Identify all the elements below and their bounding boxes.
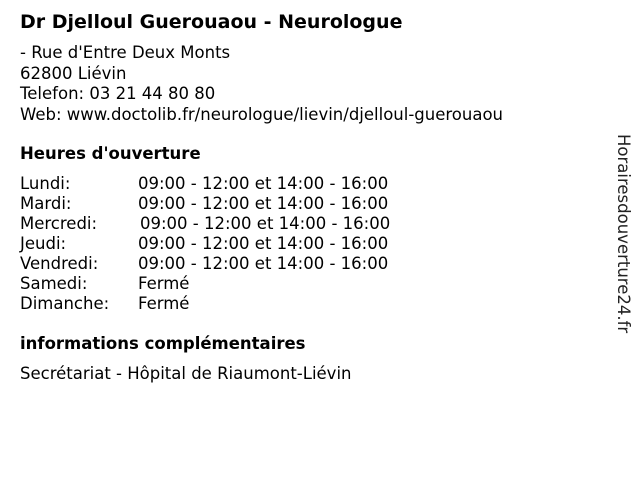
street-address: - Rue d'Entre Deux Monts <box>20 43 231 62</box>
day-label: Mercredi: <box>20 214 98 233</box>
hours-row-monday <box>20 174 480 194</box>
time-range: 09:00 - 12:00 et 14:00 - 16:00 <box>140 214 391 233</box>
additional-info-heading: informations complémentaires <box>20 334 306 353</box>
hours-row-thursday <box>20 234 480 254</box>
day-label: Dimanche: <box>20 294 110 313</box>
website-address: Web: www.doctolib.fr/neurologue/lievin/djelloul-guerouaou <box>20 104 504 124</box>
site-watermark <box>612 134 634 346</box>
hours-row-tuesday <box>20 194 480 214</box>
watermark-text: Horairesdouverture24.fr <box>614 134 633 334</box>
time-range: 09:00 - 12:00 et 14:00 - 16:00 <box>138 234 389 253</box>
time-range: 09:00 - 12:00 et 14:00 - 16:00 <box>138 194 389 213</box>
time-range: 09:00 - 12:00 et 14:00 - 16:00 <box>138 254 389 273</box>
city-postcode: 62800 Liévin <box>20 63 127 83</box>
opening-hours-heading: Heures d'ouverture <box>20 144 201 163</box>
hours-row-saturday <box>20 274 480 294</box>
time-range: Fermé <box>138 294 190 313</box>
time-range: 09:00 - 12:00 et 14:00 - 16:00 <box>138 174 389 193</box>
page-title: Dr Djelloul Guerouaou - Neurologue <box>20 11 403 33</box>
day-label: Vendredi: <box>20 254 99 273</box>
opening-hours-table <box>20 174 480 314</box>
day-label: Samedi: <box>20 274 88 293</box>
day-label: Lundi: <box>20 174 71 193</box>
hours-row-sunday <box>20 294 480 314</box>
phone-number: Telefon: 03 21 44 80 80 <box>20 84 216 103</box>
time-range: Fermé <box>138 274 190 293</box>
hours-row-friday <box>20 254 480 274</box>
day-label: Mardi: <box>20 194 72 213</box>
additional-info-text: Secrétariat - Hôpital de Riaumont-Liévin <box>20 364 352 383</box>
hours-row-wednesday <box>20 214 480 234</box>
contact-block <box>20 43 503 125</box>
day-label: Jeudi: <box>20 234 67 253</box>
